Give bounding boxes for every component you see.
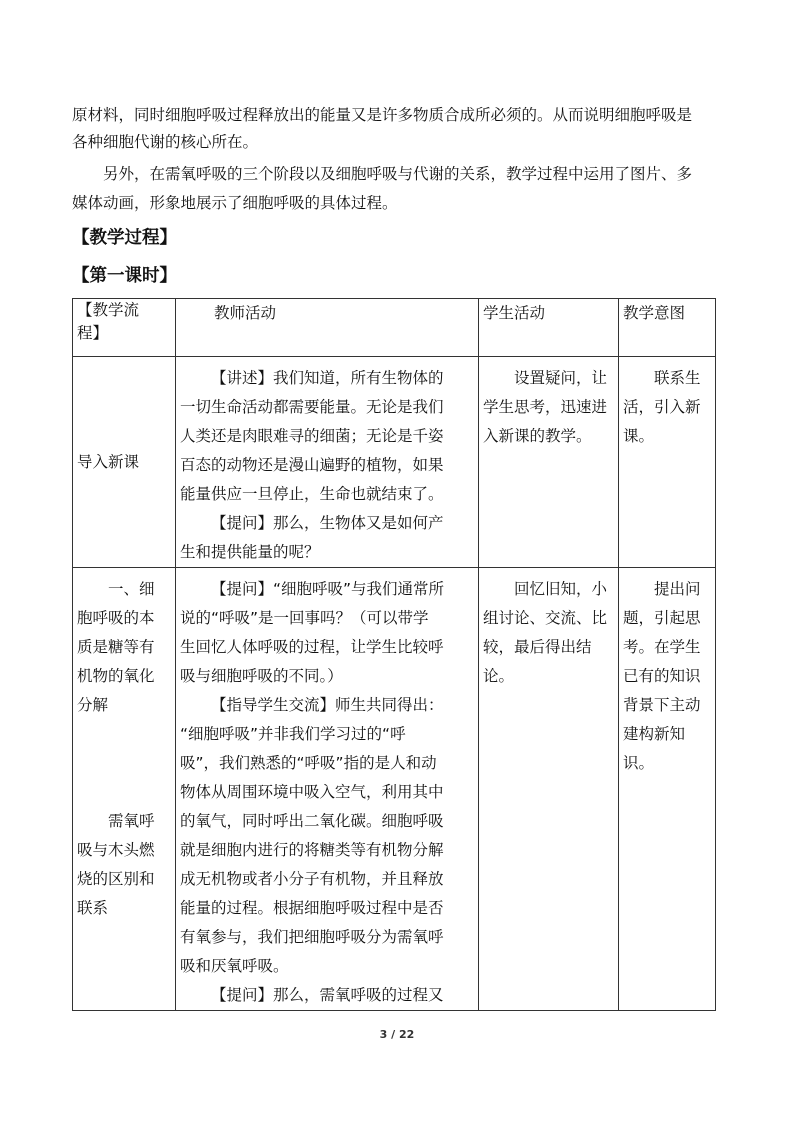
text-line: 已有的知识 <box>623 667 701 685</box>
paragraph-1-line-2: 各种细胞代谢的核心所在。 <box>72 133 259 151</box>
header-intent-label: 教学意图 <box>623 304 686 322</box>
text-line: 烧的区别和 <box>77 870 155 888</box>
text-line: 学生思考，迅速进 <box>483 398 608 416</box>
text-line: 【指导学生交流】师生共同得出： <box>211 696 444 714</box>
header-flow <box>73 299 176 357</box>
text-line: 回忆旧知，小 <box>514 580 608 598</box>
text-line: 入新课的教学。 <box>483 427 592 445</box>
heading-first-lesson: 【第一课时】 <box>72 266 177 286</box>
row2-intent <box>619 568 716 1011</box>
text-line: 联系 <box>77 899 109 917</box>
table-row <box>73 357 716 568</box>
text-line: 成无机物或者小分子有机物，并且释放 <box>180 870 444 888</box>
paragraph-2-line-2: 媒体动画，形象地展示了细胞呼吸的具体过程。 <box>72 194 398 212</box>
header-flow-line-2: 程】 <box>77 324 109 342</box>
text-line: 物体从周围环境中吸入空气，利用其中 <box>180 783 444 801</box>
lesson-table <box>72 298 716 1011</box>
text-line: 需氧呼 <box>108 812 155 830</box>
row1-student <box>479 357 619 568</box>
text-line: 生回忆人体呼吸的过程，让学生比较呼 <box>180 638 444 656</box>
text-line: 【提问】那么，需氧呼吸的过程又 <box>211 986 444 1004</box>
row2-student <box>479 568 619 1011</box>
text-line: 较，最后得出结 <box>483 638 592 656</box>
paragraph-1-line-1: 原材料，同时细胞呼吸过程释放出的能量又是许多物质合成所必须的。从而说明细胞呼吸是 <box>72 106 693 124</box>
heading-teaching-process: 【教学过程】 <box>72 228 177 248</box>
text-line: 【讲述】我们知道，所有生物体的 <box>211 369 444 387</box>
text-line: 组讨论、交流、比 <box>483 609 608 627</box>
row1-flow <box>73 357 176 568</box>
row2-flow <box>73 568 176 1011</box>
text-line: 建构新知 <box>623 725 686 743</box>
text-line: 【提问】那么，生物体又是如何产 <box>211 514 444 532</box>
text-line: 能量的过程。根据细胞呼吸过程中是否 <box>180 899 444 917</box>
text-line: 【提问】“细胞呼吸”与我们通常所 <box>211 580 445 598</box>
header-teacher-label: 教师活动 <box>214 304 277 322</box>
text-line: 分解 <box>77 696 109 714</box>
text-line: 提出问 <box>654 580 701 598</box>
header-student-label: 学生活动 <box>483 304 546 322</box>
row2-teacher <box>176 568 479 1011</box>
header-flow-line-1: 【教学流 <box>77 301 140 319</box>
row1-teacher <box>176 357 479 568</box>
text-line: 吸和厌氧呼吸。 <box>180 957 289 975</box>
text-line: 一、细 <box>108 580 155 598</box>
header-student <box>479 299 619 357</box>
text-line: 的氧气，同时呼出二氧化碳。细胞呼吸 <box>180 812 444 830</box>
row1-flow-label: 导入新课 <box>77 452 140 471</box>
text-line: 说的“呼吸”是一回事吗？（可以带学 <box>180 609 429 627</box>
text-line: 人类还是肉眼难寻的细菌；无论是千姿 <box>180 427 444 445</box>
text-line: 题，引起思 <box>623 609 701 627</box>
table-header-row <box>73 299 716 357</box>
text-line: 就是细胞内进行的将糖类等有机物分解 <box>180 841 444 859</box>
text-line: 设置疑问，让 <box>514 369 608 387</box>
page-number: 3 / 22 <box>379 1028 415 1041</box>
paragraph-2-line-1: 另外，在需氧呼吸的三个阶段以及细胞呼吸与代谢的关系，教学过程中运用了图片、多 <box>103 165 693 183</box>
text-line: 百态的动物还是漫山遍野的植物，如果 <box>180 456 444 474</box>
text-line: 生和提供能量的呢？ <box>180 543 320 561</box>
text-line: 联系生 <box>654 369 701 387</box>
text-line: 吸与木头燃 <box>77 841 155 859</box>
text-line: “细胞呼吸”并非我们学习过的“呼 <box>180 725 406 743</box>
text-line: 有氧参与，我们把细胞呼吸分为需氧呼 <box>180 928 444 946</box>
header-teacher <box>176 299 479 357</box>
text-line: 机物的氧化 <box>77 667 155 685</box>
text-line: 考。在学生 <box>623 638 701 656</box>
row1-intent <box>619 357 716 568</box>
text-line: 活，引入新 <box>623 398 701 416</box>
text-line: 吸与细胞呼吸的不同。） <box>180 667 343 685</box>
text-line: 一切生命活动都需要能量。无论是我们 <box>180 398 444 416</box>
text-line: 课。 <box>623 427 655 445</box>
text-line: 背景下主动 <box>623 696 701 714</box>
text-line: 识。 <box>623 754 655 772</box>
table-row <box>73 568 716 1011</box>
text-line: 质是糖等有 <box>77 638 155 656</box>
text-line: 论。 <box>483 667 515 685</box>
text-line: 能量供应一旦停止，生命也就结束了。 <box>180 485 444 503</box>
text-line: 胞呼吸的本 <box>77 609 155 627</box>
text-line: 吸”，我们熟悉的“呼吸”指的是人和动 <box>180 754 437 772</box>
header-intent <box>619 299 716 357</box>
